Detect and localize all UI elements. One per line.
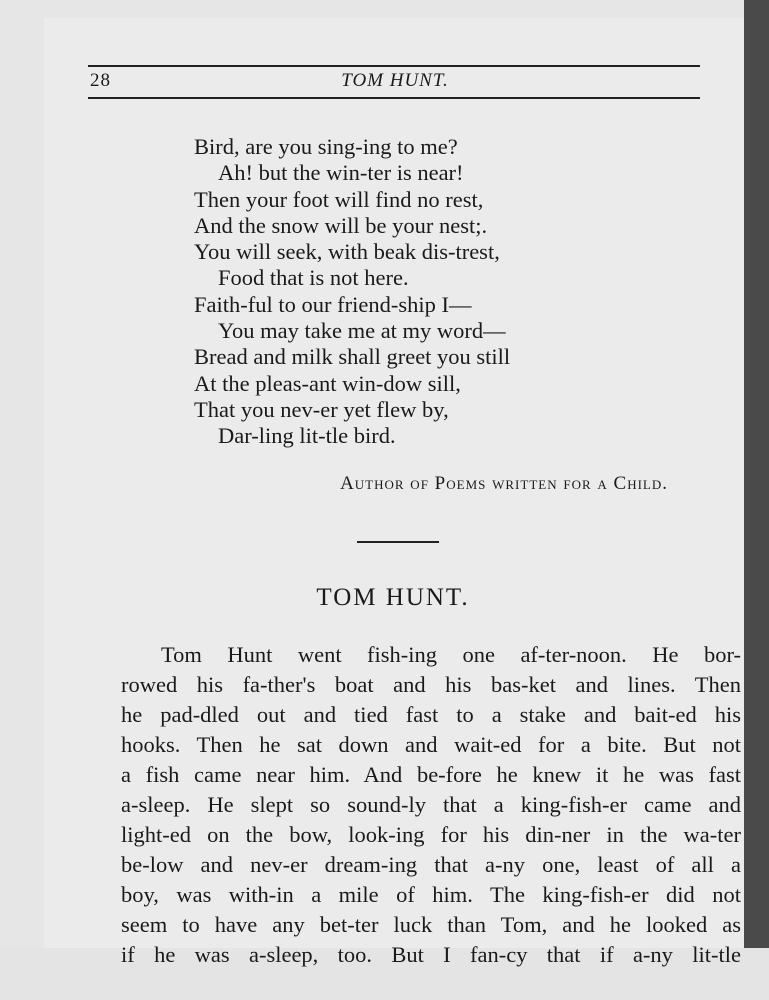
poem-attribution: Author of Poems written for a Child. [340,473,668,494]
story-line: he pad-dled out and tied fast to a stake and bait-ed his [121,702,741,727]
book-page [44,18,744,967]
poem-line: Then your foot will find no rest, [194,186,484,212]
story-title: TOM HUNT. [316,584,470,611]
poem-line: That you nev-er yet flew by, [194,396,449,422]
poem-line: Bread and milk shall greet you still [194,344,511,370]
header-rule-top [88,65,700,67]
scan-margin-left [0,0,44,1000]
poem-line: Dar-ling lit-tle bird. [218,423,396,449]
section-divider [357,541,439,543]
poem-line: You will seek, with beak dis-trest, [194,239,500,265]
scan-edge-right [744,0,769,1000]
story-line: if he was a-sleep, too. But I fan-cy that if a-ny lit-tle [121,942,741,967]
story-line: a-sleep. He slept so sound-ly that a king-fish-er came and [121,792,741,817]
story-line: light-ed on the bow, look-ing for his din-ner in the wa-ter [121,822,741,847]
poem-line: Ah! but the win-ter is near! [218,160,464,186]
story-line: hooks. Then he sat down and wait-ed for a bite. But not [121,732,741,757]
story-line: be-low and nev-er dream-ing that a-ny one, least of all a [121,852,741,877]
story-line: Tom Hunt went fish-ing one af-ter-noon. He bor- [161,642,741,667]
header-rule-bottom [88,97,700,99]
story-line: rowed his fa-ther's boat and his bas-ket and lines. Then [121,672,741,697]
poem-line: At the pleas-ant win-dow sill, [194,370,461,396]
story-line: a fish came near him. And be-fore he knew it he was fast [121,762,741,787]
poem-line: Food that is not here. [218,265,409,291]
poem-line: Bird, are you sing-ing to me? [194,134,458,159]
page-number: 28 [90,70,111,91]
story-line: seem to have any bet-ter luck than Tom, and he looked as [121,912,741,937]
story-line: boy, was with-in a mile of him. The king-fish-er did not [121,882,741,907]
poem-line: And the snow will be your nest;. [194,212,488,238]
running-title: TOM HUNT. [341,70,449,91]
poem-line: You may take me at my word— [218,318,506,344]
poem-line: Faith-ful to our friend-ship I— [194,291,472,317]
poem [194,134,510,450]
scan-margin-top [0,0,744,18]
story-body [121,640,741,970]
